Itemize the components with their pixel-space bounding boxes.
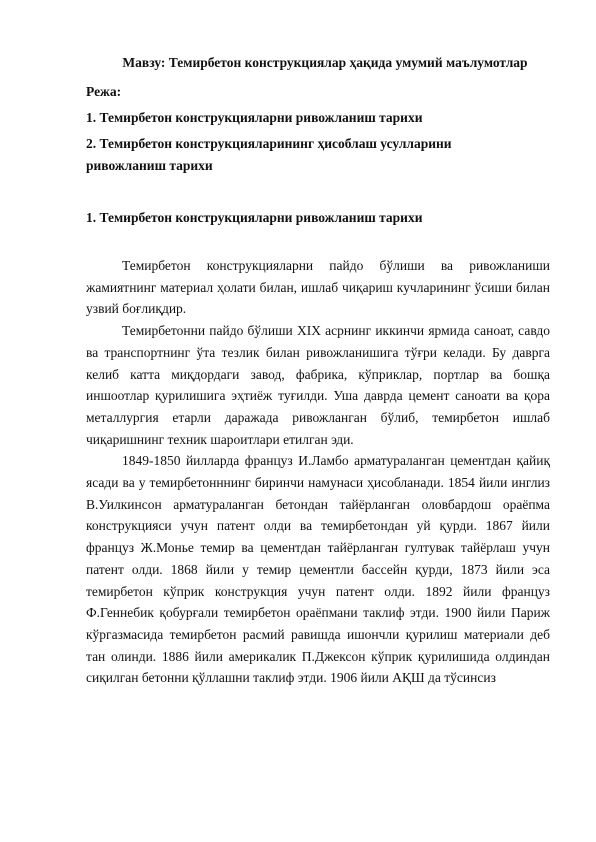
document-title: Мавзу: Темирбетон конструкциялар ҳақида умумий маълумотлар <box>122 55 528 70</box>
section-heading: 1. Темирбетон конструкцияларни ривожланиш тарихи <box>86 210 423 225</box>
plan-label: Режа: <box>86 84 122 99</box>
body-text <box>86 255 550 689</box>
paragraph-2: Темирбетонни пайдо бўлиши XIX асрнинг иккинчи ярмида саноат, савдо ва транспортнинг ўта тезлик билан ривожланишига тўғри келади. Бу даврга келиб катта миқдордаги завод, фабрика, кўприклар, портлар ва бошқа иншоотлар қурилишига эҳтиёж туғилди. Уша даврда цемент саноати ва қора металлургия етарли даражада ривожланган бўлиб, темирбетон ишлаб чиқаришнинг техник шароитлари етилган эди. <box>86 323 550 447</box>
paragraph-3: 1849-1850 йилларда француз И.Ламбо арматураланган цементдан қайиқ ясади ва у темирбетонннинг биринчи намунаси ҳисобланади. 1854 йили инглиз В.Уилкинсон арматураланган бетондан тайёрланган оловбардош ораёпма конструкцияси учун патент олди ва темирбетондан уй қурди. 1867 йили француз Ж.Монье темир ва цементдан тайёрланган гултувак тайёрлаш учун патент олди. 1868 йили у темир цементли бассейн қурди, 1873 йили эса темирбетон кўприк конструкция учун патент олди. 1892 йили француз Ф.Геннебик қобурғали темирбетон ораёпмани таклиф этди. 1900 йили Париж кўргазмасида темирбетон расмий равишда ишончли қурилиш материали деб тан олинди. 1886 йили америкалик П.Джексон кўприк қурилишида олдиндан сиқилган бетонни қўллашни таклиф этди. 1906 йили АҚШ да тўсинсиз <box>86 453 550 686</box>
plan-item-2: 2. Темирбетон конструкцияларининг ҳисоблаш усулларини <box>86 136 452 151</box>
plan-item-2-continued: ривожланиш тарихи <box>86 158 213 173</box>
paragraph-1: Темирбетон конструкцияларни пайдо бўлиши ва ривожланиши жамиятнинг материал ҳолати билан, ишлаб чиқариш кучларининг ўсиши билан узвий боғлиқдир. <box>86 258 550 317</box>
plan-item-1: 1. Темирбетон конструкцияларни ривожланиш тарихи <box>86 110 423 125</box>
